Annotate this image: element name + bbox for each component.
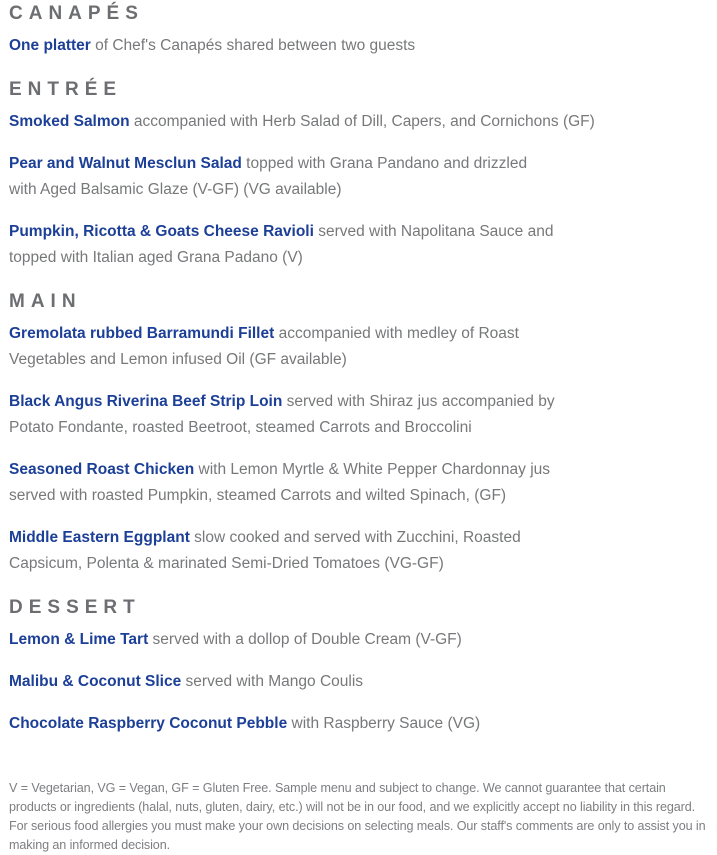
- dish-line-1: [9, 627, 707, 653]
- dish-description: accompanied with Herb Salad of Dill, Capers, and Cornichons (GF): [129, 113, 595, 130]
- dish-smoked-salmon: [9, 109, 707, 135]
- dish-one-platter: [9, 33, 707, 59]
- dish-line-1: [9, 109, 707, 135]
- dish-description: served with Napolitana Sauce and: [313, 223, 554, 240]
- dietary-legend-disclaimer: V = Vegetarian, VG = Vegan, GF = Gluten Free. Sample menu and subject to change. We cannot guarantee that certain products or ingredients (halal, nuts, gluten, dairy, etc.) will not be in our food, and we explicitly accept no liability in this regard. For serious food allergies you must make your own decisions on selecting meals. Our staff's comments are only to assist you in making an informed decision.: [9, 781, 706, 852]
- dish-name: Lemon & Lime Tart: [9, 631, 149, 648]
- dish-middle-eastern-eggplant: [9, 525, 707, 577]
- section-title-canapes: CANAPÉS: [9, 3, 144, 24]
- dish-barramundi-fillet: [9, 321, 707, 373]
- dish-line-1: [9, 457, 707, 483]
- dish-name: Pear and Walnut Mesclun Salad: [9, 155, 242, 172]
- section-title-entree: ENTRÉE: [9, 79, 123, 100]
- dish-line-1: [9, 669, 707, 695]
- dish-name: Chocolate Raspberry Coconut Pebble: [9, 715, 288, 732]
- section-entree: [9, 79, 707, 271]
- dish-name: Malibu & Coconut Slice: [9, 673, 182, 690]
- dish-line-1: [9, 33, 707, 59]
- section-title-dessert: DESSERT: [9, 597, 141, 618]
- dish-description: served with Mango Coulis: [181, 673, 364, 690]
- dish-name: Black Angus Riverina Beef Strip Loin: [9, 393, 283, 410]
- dish-description: with Raspberry Sauce (VG): [287, 715, 481, 732]
- dish-name: Middle Eastern Eggplant: [9, 529, 190, 546]
- dish-line-1: [9, 389, 707, 415]
- dish-description: with Lemon Myrtle & White Pepper Chardonnay jus: [194, 461, 551, 478]
- dish-description: of Chef's Canapés shared between two guests: [90, 37, 416, 54]
- dish-name: Pumpkin, Ricotta & Goats Cheese Ravioli: [9, 223, 314, 240]
- dish-line-2: Capsicum, Polenta & marinated Semi-Dried Tomatoes (VG-GF): [9, 555, 444, 572]
- dish-line-2: Potato Fondante, roasted Beetroot, steamed Carrots and Broccolini: [9, 419, 472, 436]
- dish-pumpkin-ravioli: [9, 219, 707, 271]
- dish-pear-walnut-salad: [9, 151, 707, 203]
- dish-line-1: [9, 321, 707, 347]
- dish-line-2: served with roasted Pumpkin, steamed Carrots and wilted Spinach, (GF): [9, 487, 507, 504]
- dish-description: served with Shiraz jus accompanied by: [282, 393, 555, 410]
- dish-chocolate-raspberry-pebble: [9, 711, 707, 737]
- section-canapes: [9, 3, 707, 59]
- dish-description: served with a dollop of Double Cream (V-GF): [148, 631, 462, 648]
- dish-description: accompanied with medley of Roast: [274, 325, 519, 342]
- dish-beef-strip-loin: [9, 389, 707, 441]
- dish-line-1: [9, 151, 707, 177]
- dish-line-1: [9, 219, 707, 245]
- dish-roast-chicken: [9, 457, 707, 509]
- dish-description: slow cooked and served with Zucchini, Roasted: [189, 529, 521, 546]
- dish-name: One platter: [9, 37, 91, 54]
- dish-line-1: [9, 525, 707, 551]
- section-title-main: MAIN: [9, 291, 82, 312]
- dish-malibu-coconut-slice: [9, 669, 707, 695]
- dish-line-1: [9, 711, 707, 737]
- dish-name: Smoked Salmon: [9, 113, 130, 130]
- dish-line-2: topped with Italian aged Grana Padano (V): [9, 249, 303, 266]
- section-main: [9, 291, 707, 577]
- dish-name: Seasoned Roast Chicken: [9, 461, 195, 478]
- section-dessert: [9, 597, 707, 737]
- dish-name: Gremolata rubbed Barramundi Fillet: [9, 325, 275, 342]
- dish-description: topped with Grana Pandano and drizzled: [241, 155, 528, 172]
- dish-line-2: Vegetables and Lemon infused Oil (GF available): [9, 351, 347, 368]
- dish-lemon-lime-tart: [9, 627, 707, 653]
- dish-line-2: with Aged Balsamic Glaze (V-GF) (VG available): [9, 181, 342, 198]
